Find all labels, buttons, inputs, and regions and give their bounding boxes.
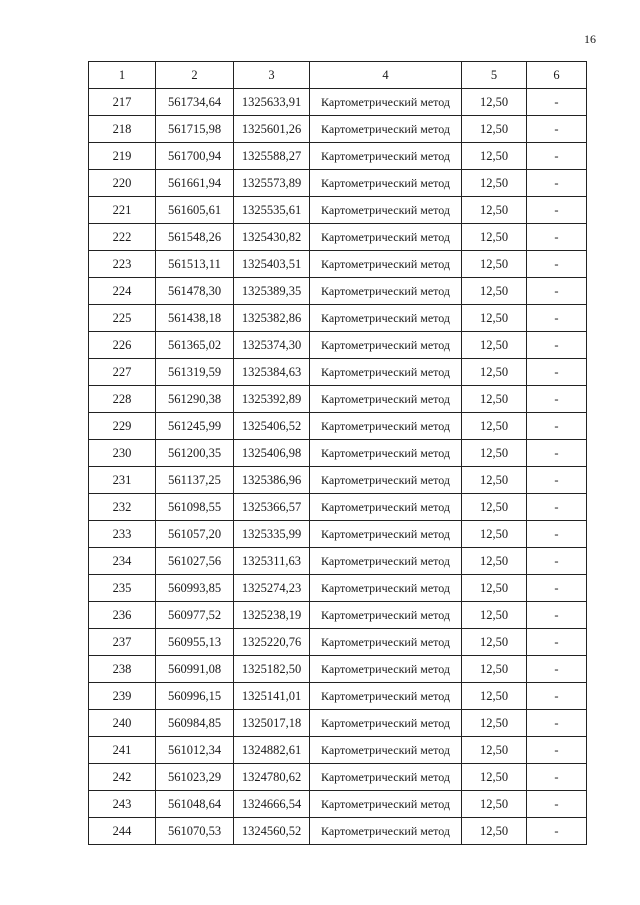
accuracy-cell: 12,50 — [462, 440, 527, 467]
x-coordinate-cell: 561027,56 — [156, 548, 234, 575]
point-number-cell: 228 — [89, 386, 156, 413]
accuracy-cell: 12,50 — [462, 629, 527, 656]
x-coordinate-cell: 561023,29 — [156, 764, 234, 791]
note-cell: - — [527, 737, 587, 764]
point-number-cell: 242 — [89, 764, 156, 791]
accuracy-cell: 12,50 — [462, 251, 527, 278]
method-cell: Картометрический метод — [310, 440, 462, 467]
accuracy-cell: 12,50 — [462, 305, 527, 332]
method-cell: Картометрический метод — [310, 197, 462, 224]
method-cell: Картометрический метод — [310, 710, 462, 737]
y-coordinate-cell: 1325389,35 — [234, 278, 310, 305]
y-coordinate-cell: 1325366,57 — [234, 494, 310, 521]
table-row — [89, 440, 587, 467]
table-row — [89, 521, 587, 548]
table-row — [89, 143, 587, 170]
method-cell: Картометрический метод — [310, 548, 462, 575]
point-number-cell: 220 — [89, 170, 156, 197]
method-cell: Картометрический метод — [310, 629, 462, 656]
method-cell: Картометрический метод — [310, 467, 462, 494]
x-coordinate-cell: 561438,18 — [156, 305, 234, 332]
x-coordinate-cell: 561012,34 — [156, 737, 234, 764]
page-number: 16 — [584, 32, 596, 46]
y-coordinate-cell: 1325406,52 — [234, 413, 310, 440]
x-coordinate-cell: 561715,98 — [156, 116, 234, 143]
y-coordinate-cell: 1324882,61 — [234, 737, 310, 764]
x-coordinate-cell: 561734,64 — [156, 89, 234, 116]
table-row — [89, 575, 587, 602]
note-cell: - — [527, 467, 587, 494]
point-number-cell: 240 — [89, 710, 156, 737]
point-number-cell: 241 — [89, 737, 156, 764]
x-coordinate-cell: 560977,52 — [156, 602, 234, 629]
x-coordinate-cell: 561478,30 — [156, 278, 234, 305]
point-number-cell: 218 — [89, 116, 156, 143]
coordinates-table — [88, 61, 587, 845]
accuracy-cell: 12,50 — [462, 656, 527, 683]
y-coordinate-cell: 1325601,26 — [234, 116, 310, 143]
table-row — [89, 548, 587, 575]
y-coordinate-cell: 1325182,50 — [234, 656, 310, 683]
y-coordinate-cell: 1325311,63 — [234, 548, 310, 575]
accuracy-cell: 12,50 — [462, 737, 527, 764]
accuracy-cell: 12,50 — [462, 683, 527, 710]
x-coordinate-cell: 560996,15 — [156, 683, 234, 710]
table-row — [89, 251, 587, 278]
method-cell: Картометрический метод — [310, 764, 462, 791]
accuracy-cell: 12,50 — [462, 494, 527, 521]
note-cell: - — [527, 251, 587, 278]
accuracy-cell: 12,50 — [462, 413, 527, 440]
accuracy-cell: 12,50 — [462, 359, 527, 386]
method-cell: Картометрический метод — [310, 116, 462, 143]
y-coordinate-cell: 1325588,27 — [234, 143, 310, 170]
point-number-cell: 217 — [89, 89, 156, 116]
x-coordinate-cell: 560991,08 — [156, 656, 234, 683]
table-row — [89, 413, 587, 440]
method-cell: Картометрический метод — [310, 359, 462, 386]
y-coordinate-cell: 1325220,76 — [234, 629, 310, 656]
note-cell: - — [527, 89, 587, 116]
table-row — [89, 332, 587, 359]
y-coordinate-cell: 1325573,89 — [234, 170, 310, 197]
x-coordinate-cell: 561098,55 — [156, 494, 234, 521]
point-number-cell: 233 — [89, 521, 156, 548]
accuracy-cell: 12,50 — [462, 575, 527, 602]
table-row — [89, 305, 587, 332]
y-coordinate-cell: 1325403,51 — [234, 251, 310, 278]
accuracy-cell: 12,50 — [462, 764, 527, 791]
x-coordinate-cell: 561057,20 — [156, 521, 234, 548]
method-cell: Картометрический метод — [310, 332, 462, 359]
x-coordinate-cell: 561605,61 — [156, 197, 234, 224]
note-cell: - — [527, 629, 587, 656]
method-cell: Картометрический метод — [310, 386, 462, 413]
accuracy-cell: 12,50 — [462, 89, 527, 116]
note-cell: - — [527, 386, 587, 413]
note-cell: - — [527, 143, 587, 170]
note-cell: - — [527, 818, 587, 845]
method-cell: Картометрический метод — [310, 575, 462, 602]
y-coordinate-cell: 1325406,98 — [234, 440, 310, 467]
accuracy-cell: 12,50 — [462, 224, 527, 251]
y-coordinate-cell: 1325392,89 — [234, 386, 310, 413]
table-row — [89, 791, 587, 818]
y-coordinate-cell: 1324780,62 — [234, 764, 310, 791]
note-cell: - — [527, 548, 587, 575]
y-coordinate-cell: 1325374,30 — [234, 332, 310, 359]
y-coordinate-cell: 1325141,01 — [234, 683, 310, 710]
x-coordinate-cell: 561048,64 — [156, 791, 234, 818]
x-coordinate-cell: 561700,94 — [156, 143, 234, 170]
table-row — [89, 629, 587, 656]
column-header: 5 — [462, 62, 527, 89]
table-body — [89, 89, 587, 845]
point-number-cell: 235 — [89, 575, 156, 602]
accuracy-cell: 12,50 — [462, 332, 527, 359]
method-cell: Картометрический метод — [310, 494, 462, 521]
method-cell: Картометрический метод — [310, 251, 462, 278]
y-coordinate-cell: 1324560,52 — [234, 818, 310, 845]
point-number-cell: 227 — [89, 359, 156, 386]
note-cell: - — [527, 278, 587, 305]
method-cell: Картометрический метод — [310, 818, 462, 845]
note-cell: - — [527, 494, 587, 521]
point-number-cell: 237 — [89, 629, 156, 656]
table-row — [89, 683, 587, 710]
accuracy-cell: 12,50 — [462, 170, 527, 197]
point-number-cell: 223 — [89, 251, 156, 278]
note-cell: - — [527, 170, 587, 197]
note-cell: - — [527, 683, 587, 710]
point-number-cell: 221 — [89, 197, 156, 224]
column-header: 6 — [527, 62, 587, 89]
accuracy-cell: 12,50 — [462, 278, 527, 305]
x-coordinate-cell: 561137,25 — [156, 467, 234, 494]
note-cell: - — [527, 656, 587, 683]
x-coordinate-cell: 561513,11 — [156, 251, 234, 278]
method-cell: Картометрический метод — [310, 89, 462, 116]
table-header-row — [89, 62, 587, 89]
table-row — [89, 494, 587, 521]
accuracy-cell: 12,50 — [462, 143, 527, 170]
note-cell: - — [527, 521, 587, 548]
method-cell: Картометрический метод — [310, 656, 462, 683]
y-coordinate-cell: 1325535,61 — [234, 197, 310, 224]
note-cell: - — [527, 710, 587, 737]
table-row — [89, 116, 587, 143]
column-header: 1 — [89, 62, 156, 89]
method-cell: Картометрический метод — [310, 143, 462, 170]
table-row — [89, 467, 587, 494]
table-row — [89, 359, 587, 386]
method-cell: Картометрический метод — [310, 170, 462, 197]
point-number-cell: 222 — [89, 224, 156, 251]
column-header: 3 — [234, 62, 310, 89]
x-coordinate-cell: 561245,99 — [156, 413, 234, 440]
point-number-cell: 239 — [89, 683, 156, 710]
method-cell: Картометрический метод — [310, 278, 462, 305]
method-cell: Картометрический метод — [310, 737, 462, 764]
y-coordinate-cell: 1325017,18 — [234, 710, 310, 737]
method-cell: Картометрический метод — [310, 521, 462, 548]
y-coordinate-cell: 1325430,82 — [234, 224, 310, 251]
y-coordinate-cell: 1325386,96 — [234, 467, 310, 494]
y-coordinate-cell: 1325238,19 — [234, 602, 310, 629]
column-header: 4 — [310, 62, 462, 89]
x-coordinate-cell: 561200,35 — [156, 440, 234, 467]
point-number-cell: 236 — [89, 602, 156, 629]
table-row — [89, 818, 587, 845]
x-coordinate-cell: 561290,38 — [156, 386, 234, 413]
table-row — [89, 602, 587, 629]
accuracy-cell: 12,50 — [462, 116, 527, 143]
note-cell: - — [527, 764, 587, 791]
note-cell: - — [527, 359, 587, 386]
y-coordinate-cell: 1325382,86 — [234, 305, 310, 332]
table-row — [89, 197, 587, 224]
x-coordinate-cell: 561365,02 — [156, 332, 234, 359]
note-cell: - — [527, 332, 587, 359]
x-coordinate-cell: 560984,85 — [156, 710, 234, 737]
point-number-cell: 231 — [89, 467, 156, 494]
x-coordinate-cell: 561319,59 — [156, 359, 234, 386]
note-cell: - — [527, 197, 587, 224]
method-cell: Картометрический метод — [310, 602, 462, 629]
accuracy-cell: 12,50 — [462, 467, 527, 494]
note-cell: - — [527, 305, 587, 332]
accuracy-cell: 12,50 — [462, 197, 527, 224]
y-coordinate-cell: 1324666,54 — [234, 791, 310, 818]
accuracy-cell: 12,50 — [462, 791, 527, 818]
method-cell: Картометрический метод — [310, 683, 462, 710]
accuracy-cell: 12,50 — [462, 818, 527, 845]
point-number-cell: 226 — [89, 332, 156, 359]
x-coordinate-cell: 560993,85 — [156, 575, 234, 602]
point-number-cell: 229 — [89, 413, 156, 440]
y-coordinate-cell: 1325335,99 — [234, 521, 310, 548]
y-coordinate-cell: 1325384,63 — [234, 359, 310, 386]
x-coordinate-cell: 561548,26 — [156, 224, 234, 251]
point-number-cell: 243 — [89, 791, 156, 818]
point-number-cell: 244 — [89, 818, 156, 845]
point-number-cell: 234 — [89, 548, 156, 575]
table-row — [89, 386, 587, 413]
accuracy-cell: 12,50 — [462, 710, 527, 737]
method-cell: Картометрический метод — [310, 305, 462, 332]
method-cell: Картометрический метод — [310, 791, 462, 818]
accuracy-cell: 12,50 — [462, 386, 527, 413]
table-row — [89, 224, 587, 251]
note-cell: - — [527, 575, 587, 602]
table-row — [89, 89, 587, 116]
note-cell: - — [527, 413, 587, 440]
point-number-cell: 219 — [89, 143, 156, 170]
table-row — [89, 737, 587, 764]
point-number-cell: 224 — [89, 278, 156, 305]
table-row — [89, 764, 587, 791]
y-coordinate-cell: 1325274,23 — [234, 575, 310, 602]
table-row — [89, 656, 587, 683]
table-row — [89, 710, 587, 737]
note-cell: - — [527, 440, 587, 467]
x-coordinate-cell: 560955,13 — [156, 629, 234, 656]
point-number-cell: 230 — [89, 440, 156, 467]
method-cell: Картометрический метод — [310, 413, 462, 440]
accuracy-cell: 12,50 — [462, 521, 527, 548]
note-cell: - — [527, 791, 587, 818]
accuracy-cell: 12,50 — [462, 602, 527, 629]
table-row — [89, 170, 587, 197]
note-cell: - — [527, 116, 587, 143]
method-cell: Картометрический метод — [310, 224, 462, 251]
point-number-cell: 225 — [89, 305, 156, 332]
x-coordinate-cell: 561661,94 — [156, 170, 234, 197]
y-coordinate-cell: 1325633,91 — [234, 89, 310, 116]
note-cell: - — [527, 602, 587, 629]
table-row — [89, 278, 587, 305]
note-cell: - — [527, 224, 587, 251]
accuracy-cell: 12,50 — [462, 548, 527, 575]
column-header: 2 — [156, 62, 234, 89]
x-coordinate-cell: 561070,53 — [156, 818, 234, 845]
point-number-cell: 238 — [89, 656, 156, 683]
point-number-cell: 232 — [89, 494, 156, 521]
